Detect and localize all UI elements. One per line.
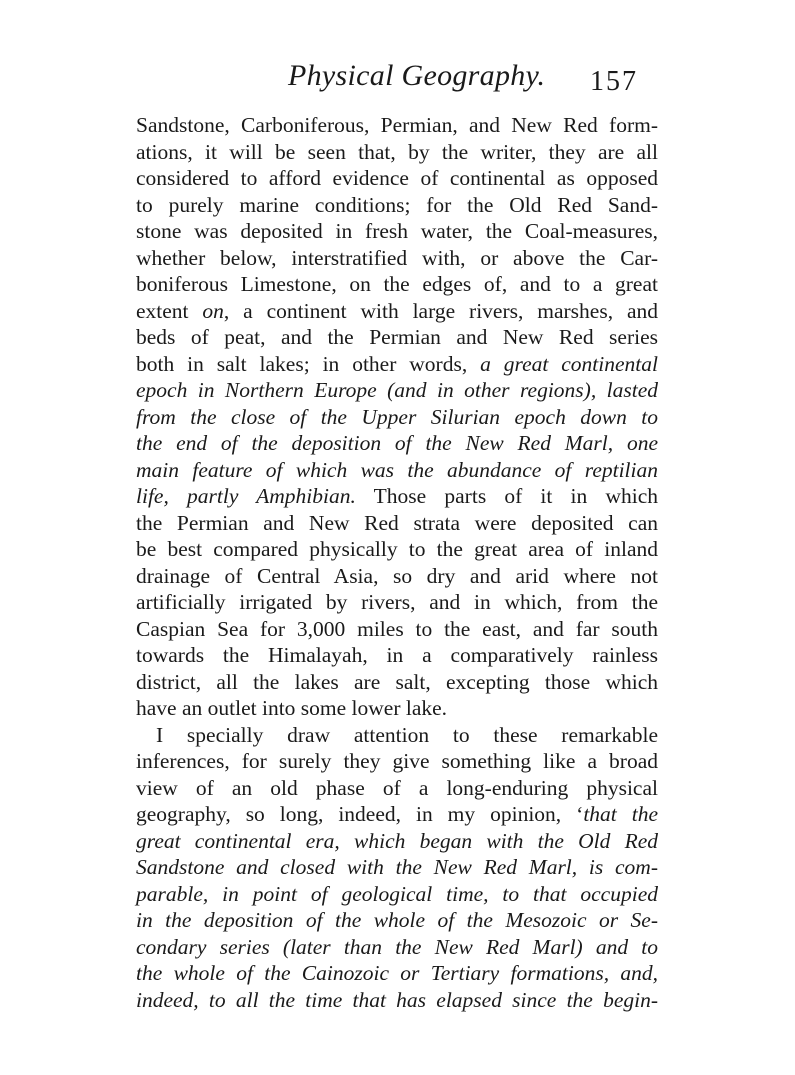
- text-line: [136, 112, 658, 139]
- text-line: [136, 430, 658, 457]
- text-line: [136, 457, 658, 484]
- italic-text: that the: [583, 802, 658, 826]
- italic-text: Sandstone and closed with the New Red Marl, is com-: [136, 855, 658, 879]
- roman-text: to purely marine conditions; for the Old Red Sand-: [136, 192, 658, 217]
- text-line: [136, 245, 658, 272]
- text-line: [136, 298, 658, 325]
- text-line: [136, 669, 658, 696]
- text-line: [136, 987, 658, 1014]
- text-line: [136, 377, 658, 404]
- italic-text: in the deposition of the whole of the Mesozoic or Se-: [136, 908, 658, 932]
- roman-text: view of an old phase of a long-enduring physical: [136, 775, 658, 800]
- text-line: [136, 828, 658, 855]
- text-line: [136, 563, 658, 590]
- roman-text: the Permian and New Red strata were deposited can: [136, 510, 658, 535]
- roman-text: both in salt lakes; in other words,: [136, 351, 481, 376]
- text-line: [136, 404, 658, 431]
- text-line: [136, 351, 658, 378]
- text-line: [136, 271, 658, 298]
- italic-text: indeed, to all the time that has elapsed since the begin-: [136, 987, 658, 1012]
- text-line: [136, 192, 658, 219]
- text-line: [136, 483, 658, 510]
- text-line: [136, 775, 658, 802]
- running-title: Physical Geography.: [288, 59, 546, 92]
- italic-text: condary series (later than the New Red Marl) and to: [136, 934, 658, 959]
- roman-text: artificially irrigated by rivers, and in which, from the: [136, 590, 658, 614]
- italic-text: a great continental: [480, 351, 658, 376]
- roman-text: beds of peat, and the Permian and New Red series: [136, 325, 658, 349]
- roman-text: have an outlet into some lower lake.: [136, 696, 448, 720]
- roman-text: , a continent with large rivers, marshes, and: [223, 298, 658, 323]
- roman-text: geography, so long, indeed, in my opinion, ‘: [136, 802, 584, 826]
- roman-text: extent: [136, 298, 203, 323]
- roman-text: inferences, for surely they give something like a broad: [136, 749, 658, 773]
- page-number: 157: [590, 66, 638, 97]
- roman-text: I specially draw attention to these remarkable: [156, 722, 658, 747]
- text-line: [136, 722, 658, 749]
- text-line: [136, 881, 658, 908]
- text-line: [136, 324, 658, 351]
- roman-text: stone was deposited in fresh water, the Coal-measures,: [136, 219, 658, 243]
- text-line: [136, 934, 658, 961]
- text-line: [136, 854, 658, 881]
- text-line: [136, 801, 658, 828]
- italic-text: on: [202, 298, 224, 323]
- italic-text: the end of the deposition of the New Red Marl, one: [136, 431, 658, 455]
- italic-text: parable, in point of geological time, to that occupied: [136, 881, 658, 906]
- roman-text: drainage of Central Asia, so dry and arid where not: [136, 563, 658, 588]
- roman-text: Sandstone, Carboniferous, Permian, and New Red form-: [136, 113, 658, 137]
- body-text: [136, 112, 658, 1013]
- text-line: [136, 589, 658, 616]
- paragraph: [136, 112, 658, 722]
- text-line: [136, 616, 658, 643]
- text-line: [136, 695, 658, 722]
- roman-text: considered to afford evidence of continental as opposed: [136, 166, 658, 190]
- italic-text: from the close of the Upper Silurian epoch down to: [136, 404, 658, 429]
- paragraph: [136, 722, 658, 1014]
- roman-text: Those parts of it in which: [355, 484, 658, 508]
- italic-text: life, partly Amphibian.: [136, 484, 356, 508]
- italic-text: the whole of the Cainozoic or Tertiary formations, and,: [136, 961, 658, 985]
- roman-text: ations, it will be seen that, by the writer, they are all: [136, 139, 658, 164]
- text-line: [136, 960, 658, 987]
- text-line: [136, 139, 658, 166]
- text-line: [136, 907, 658, 934]
- roman-text: towards the Himalayah, in a comparatively rainless: [136, 643, 658, 667]
- roman-text: district, all the lakes are salt, excepting those which: [136, 669, 658, 694]
- roman-text: Caspian Sea for 3,000 miles to the east, and far south: [136, 616, 658, 641]
- roman-text: boniferous Limestone, on the edges of, and to a great: [136, 272, 658, 296]
- text-line: [136, 748, 658, 775]
- text-line: [136, 510, 658, 537]
- text-line: [136, 536, 658, 563]
- roman-text: whether below, interstratified with, or above the Car-: [136, 245, 658, 270]
- page-header: [0, 56, 795, 106]
- italic-text: epoch in Northern Europe (and in other regions), lasted: [136, 378, 658, 402]
- italic-text: great continental era, which began with the Old Red: [136, 828, 658, 853]
- text-line: [136, 218, 658, 245]
- roman-text: be best compared physically to the great area of inland: [136, 537, 658, 561]
- text-line: [136, 165, 658, 192]
- italic-text: main feature of which was the abundance of reptilian: [136, 457, 658, 482]
- text-line: [136, 642, 658, 669]
